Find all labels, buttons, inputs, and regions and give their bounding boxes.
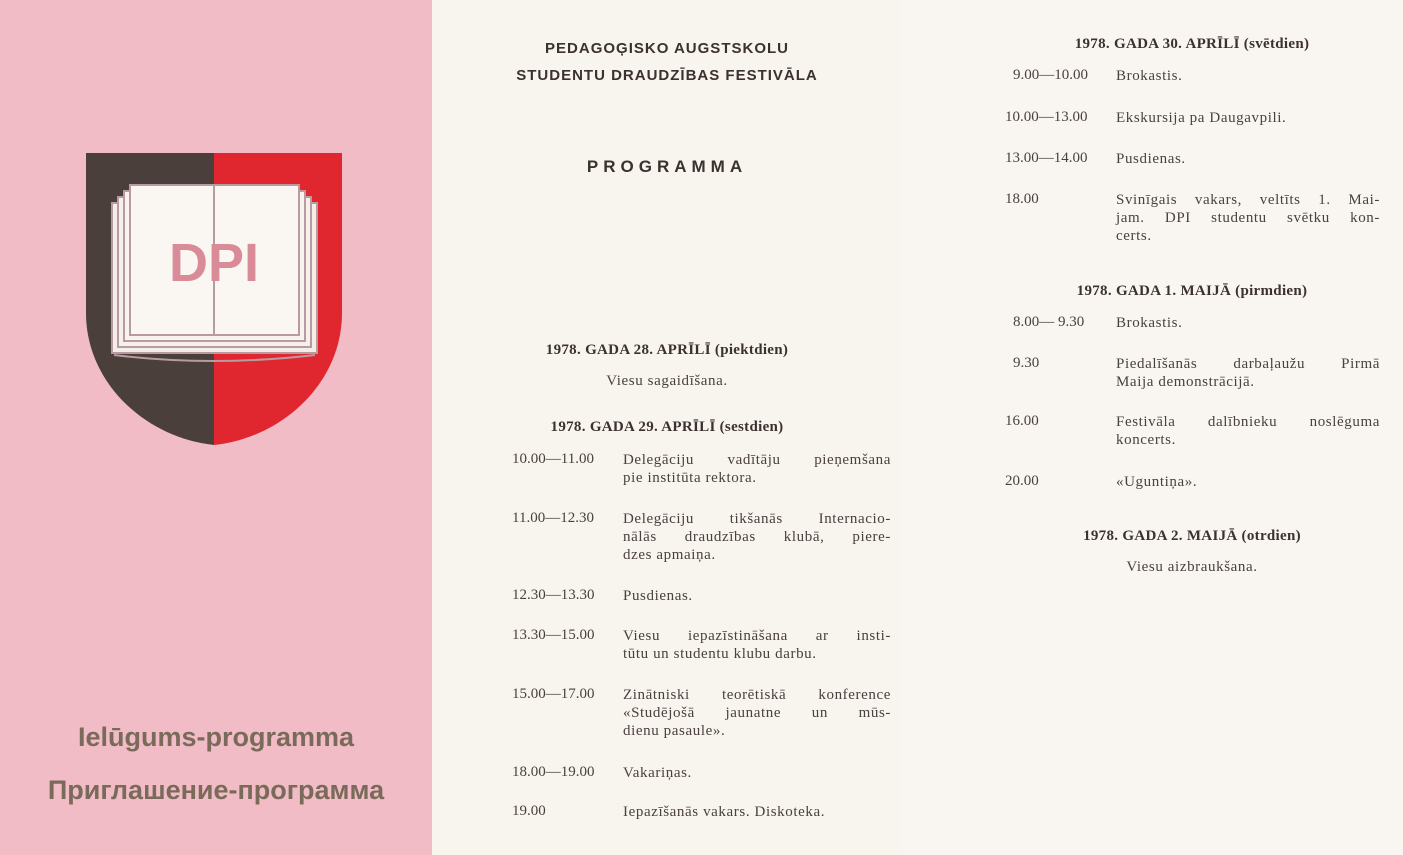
event-time: 13.00—14.00	[1005, 150, 1088, 166]
event-description: Vakariņas.	[623, 765, 692, 781]
event-time: 20.00	[1005, 473, 1039, 489]
event-time: 12.30—13.30	[512, 587, 595, 603]
event-description: Ekskursija pa Daugavpili.	[1116, 110, 1287, 126]
day-note-apr28: Viesu sagaidīšana.	[606, 373, 728, 389]
event-time: 18.00—19.00	[512, 764, 595, 780]
day-heading-apr29: 1978. GADA 29. APRĪLĪ (sestdien)	[550, 419, 784, 435]
event-description: «Uguntiņa».	[1116, 474, 1198, 490]
event-description: Pusdienas.	[623, 588, 693, 604]
event-description: Svinīgais vakars, veltīts 1. Mai- jam. DPI studentu svētku kon- certs.	[1116, 192, 1380, 244]
cover-title-russian: Приглашение-программа	[47, 775, 385, 805]
dpi-logo-text: DPI	[168, 233, 260, 293]
event-description: Festivāla dalībnieku noslēguma koncerts.	[1116, 414, 1380, 448]
day-heading-apr30: 1978. GADA 30. APRĪLĪ (svētdien)	[1074, 36, 1310, 52]
event-description: Brokastis.	[1116, 315, 1183, 331]
cover-title-latvian: Ielūgums-programma	[77, 722, 355, 752]
event-description: Piedalīšanās darbaļaužu Pirmā Maija demonstrācijā.	[1116, 356, 1380, 390]
festival-title-line2: STUDENTU DRAUDZĪBAS FESTIVĀLA	[516, 67, 818, 84]
event-time: 10.00—13.00	[1005, 109, 1088, 125]
event-time: 18.00	[1005, 191, 1039, 207]
day-note-may2: Viesu aizbraukšana.	[1126, 559, 1258, 575]
event-description: Pusdienas.	[1116, 151, 1186, 167]
event-time: 8.00— 9.30	[1013, 314, 1085, 330]
event-time: 10.00—11.00	[512, 451, 594, 467]
event-time: 9.00—10.00	[1013, 67, 1088, 83]
event-description: Viesu iepazīstināšana ar insti- tūtu un studentu klubu darbu.	[623, 628, 891, 662]
day-heading-may1: 1978. GADA 1. MAIJĀ (pirmdien)	[1076, 283, 1308, 299]
day-heading-apr28: 1978. GADA 28. APRĪLĪ (piektdien)	[545, 342, 789, 358]
event-description: Delegāciju tikšanās Internacio- nālās draudzības klubā, piere- dzes apmaiņa.	[623, 511, 891, 563]
event-description: Zinātniski teorētiskā konference «Studējošā jaunatne un mūs- dienu pasaule».	[623, 687, 891, 739]
day-heading-may2: 1978. GADA 2. MAIJĀ (otrdien)	[1083, 528, 1301, 544]
programme-title: PROGRAMMA	[586, 157, 748, 176]
event-time: 16.00	[1005, 413, 1039, 429]
event-time: 19.00	[512, 803, 546, 819]
event-description: Brokastis.	[1116, 68, 1183, 84]
event-time: 9.30	[1013, 355, 1040, 371]
dpi-shield-emblem	[86, 153, 342, 445]
event-time: 11.00—12.30	[512, 510, 594, 526]
event-description: Delegāciju vadītāju pieņemšana pie institūta rektora.	[623, 452, 891, 486]
event-description: Iepazīšanās vakars. Diskoteka.	[623, 804, 826, 820]
festival-title-line1: PEDAGOĢISKO AUGSTSKOLU	[545, 40, 789, 57]
event-time: 13.30—15.00	[512, 627, 595, 643]
event-time: 15.00—17.00	[512, 686, 595, 702]
